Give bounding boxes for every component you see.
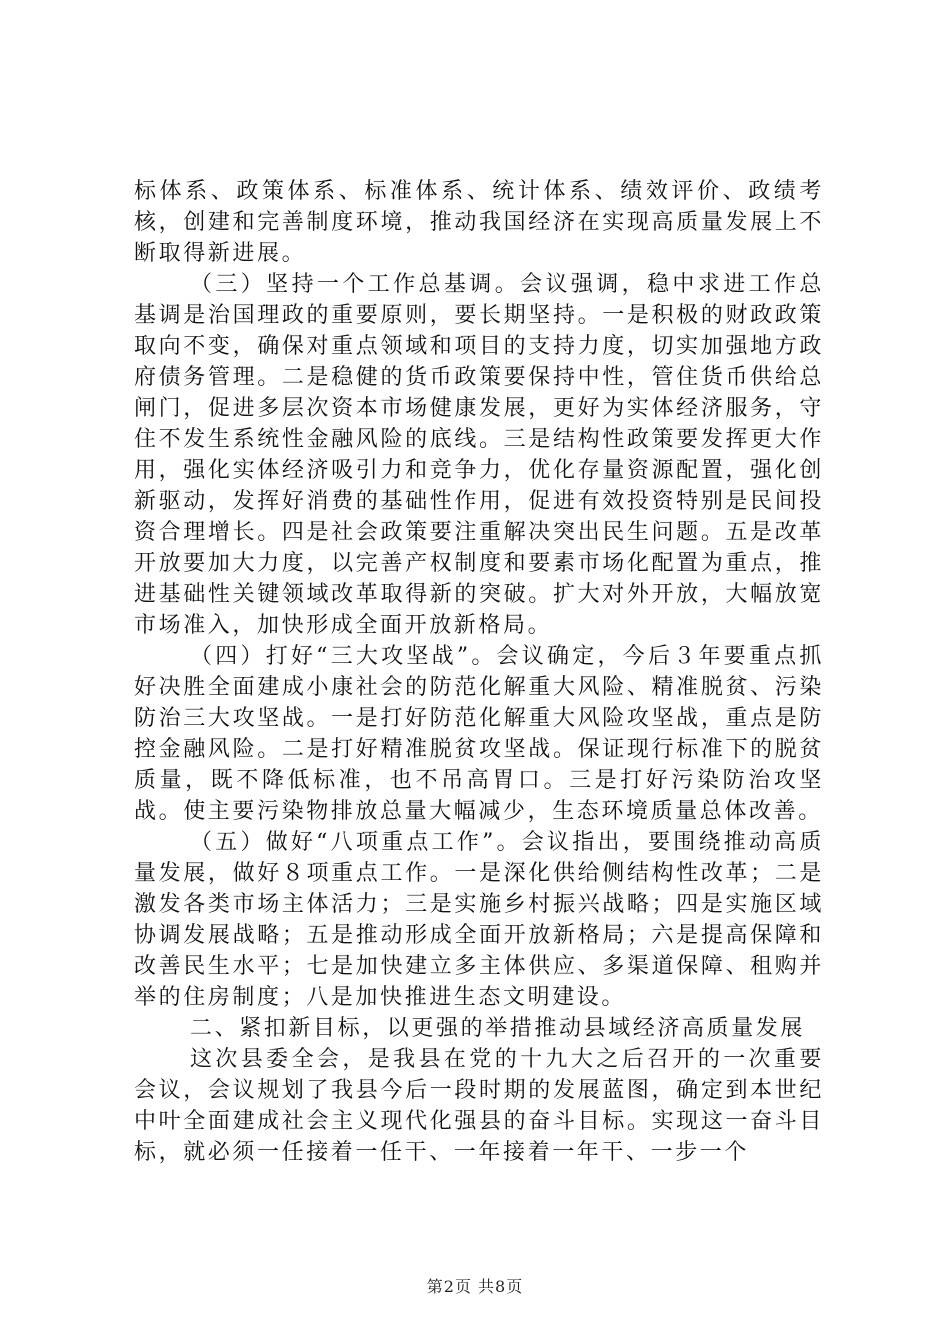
document-body [134, 176, 824, 1168]
paragraph-county-meeting: 这次县委全会，是我县在党的十九大之后召开的一次重要会议，会议规划了我县今后一段时期的发展蓝图，确定到本世纪中叶全面建成社会主义现代化强县的奋斗目标。实现这一奋斗目标，就必须一任接着一任干、一年接着一年干、一步一个 [134, 1047, 824, 1165]
section-heading-two: 二、紧扣新目标，以更强的举措推动县域经济高质量发展 [190, 1016, 806, 1041]
page-number-footer: 第2页 共8页 [426, 1277, 524, 1296]
paragraph-section-four: （四）打好“三大攻坚战”。会议确定，今后３年要重点抓好决胜全面建成小康社会的防范化解重大风险、精准脱贫、污染防治三大攻坚战。一是打好防范化解重大风险攻坚战，重点是防控金融风险。二是打好精准脱贫攻坚战。保证现行标准下的脱贫质量，既不降低标准，也不吊高胃口。三是打好污染防治攻坚战。使主要污染物排放总量大幅减少，生态环境质量总体改善。 [134, 644, 824, 824]
paragraph-section-five: （五）做好“八项重点工作”。会议指出，要围绕推动高质量发展，做好８项重点工作。一是深化供给侧结构性改革；二是激发各类市场主体活力；三是实施乡村振兴战略；四是实施区域协调发展战略；五是推动形成全面开放新格局；六是提高保障和改善民生水平；七是加快建立多主体供应、多渠道保障、租购并举的住房制度；八是加快推进生态文明建设。 [134, 830, 824, 1010]
paragraph-continuation: 标体系、政策体系、标准体系、统计体系、绩效评价、政绩考核，创建和完善制度环境，推动我国经济在实现高质量发展上不断取得新进展。 [134, 179, 824, 266]
paragraph-section-three: （三）坚持一个工作总基调。会议强调，稳中求进工作总基调是治国理政的重要原则，要长期坚持。一是积极的财政政策取向不变，确保对重点领域和项目的支持力度，切实加强地方政府债务管理。二是稳健的货币政策要保持中性，管住货币供给总闸门，促进多层次资本市场健康发展，更好为实体经济服务，守住不发生系统性金融风险的底线。三是结构性政策要发挥更大作用，强化实体经济吸引力和竞争力，优化存量资源配置，强化创新驱动，发挥好消费的基础性作用，促进有效投资特别是民间投资合理增长。四是社会政策要注重解决突出民生问题。五是改革开放要加大力度，以完善产权制度和要素市场化配置为重点，推进基础性关键领域改革取得新的突破。扩大对外开放，大幅放宽市场准入，加快形成全面开放新格局。 [134, 272, 824, 638]
